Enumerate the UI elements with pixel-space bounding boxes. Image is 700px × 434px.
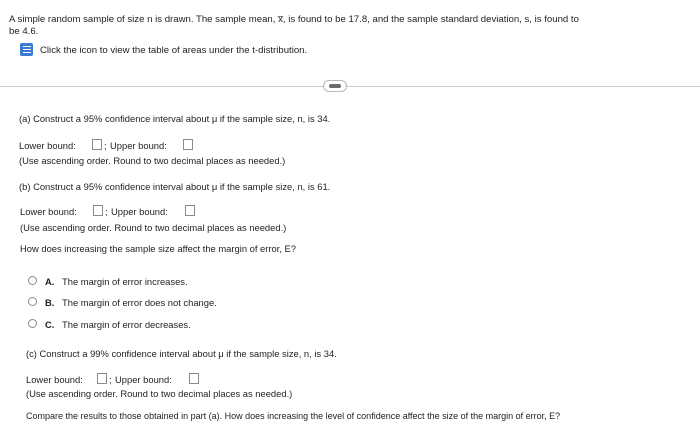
part-a-lower-label: Lower bound: (19, 140, 76, 151)
option-b-letter: B. (45, 297, 55, 308)
icon-instruction: Click the icon to view the table of areas under the t-distribution. (40, 45, 308, 56)
part-b-question: (b) Construct a 95% confidence interval about μ if the sample size, n, is 61. (19, 181, 331, 192)
intro-text-line-1: A simple random sample of size n is drawn. The sample mean, x̅, is found to be 17.8, and the sample standard deviation, s, is found to (9, 14, 579, 25)
part-a-upper-label: Upper bound: (110, 140, 167, 151)
part-b-hint: (Use ascending order. Round to two decimal places as needed.) (20, 222, 287, 233)
part-b-upper-label: Upper bound: (111, 206, 168, 217)
option-c-text[interactable]: The margin of error decreases. (62, 319, 191, 330)
part-c-question: (c) Construct a 99% confidence interval about μ if the sample size, n, is 34. (26, 348, 337, 359)
part-c-separator: ; (109, 374, 112, 385)
part-a-question: (a) Construct a 95% confidence interval about μ if the sample size, n, is 34. (19, 113, 331, 124)
option-a-text[interactable]: The margin of error increases. (62, 276, 188, 287)
part-c-upper-input[interactable] (189, 373, 199, 384)
book-icon[interactable] (20, 43, 33, 56)
part-c-upper-label: Upper bound: (115, 374, 172, 385)
part-c-lower-label: Lower bound: (26, 374, 83, 385)
radio-option-b[interactable] (28, 297, 37, 306)
part-a-lower-input[interactable] (92, 139, 102, 150)
part-b-lower-input[interactable] (93, 205, 103, 216)
part-b-lower-label: Lower bound: (20, 206, 77, 217)
more-icon (329, 84, 341, 88)
part-b-separator: ; (105, 206, 108, 217)
part-c-hint: (Use ascending order. Round to two decimal places as needed.) (26, 388, 293, 399)
part-a-upper-input[interactable] (183, 139, 193, 150)
option-b-text[interactable]: The margin of error does not change. (62, 297, 217, 308)
section-divider (0, 86, 700, 87)
part-a-hint: (Use ascending order. Round to two decimal places as needed.) (19, 155, 286, 166)
part-a-separator: ; (104, 140, 107, 151)
expand-button[interactable] (323, 80, 347, 92)
part-b-upper-input[interactable] (185, 205, 195, 216)
moe-question: How does increasing the sample size affect the margin of error, E? (20, 243, 297, 254)
radio-option-c[interactable] (28, 319, 37, 328)
part-c-compare-question: Compare the results to those obtained in part (a). How does increasing the level of confidence affect the size of the margin of error, E? (26, 411, 561, 421)
option-c-letter: C. (45, 319, 55, 330)
radio-option-a[interactable] (28, 276, 37, 285)
option-a-letter: A. (45, 276, 55, 287)
intro-text-line-2: be 4.6. (9, 26, 39, 37)
part-c-lower-input[interactable] (97, 373, 107, 384)
